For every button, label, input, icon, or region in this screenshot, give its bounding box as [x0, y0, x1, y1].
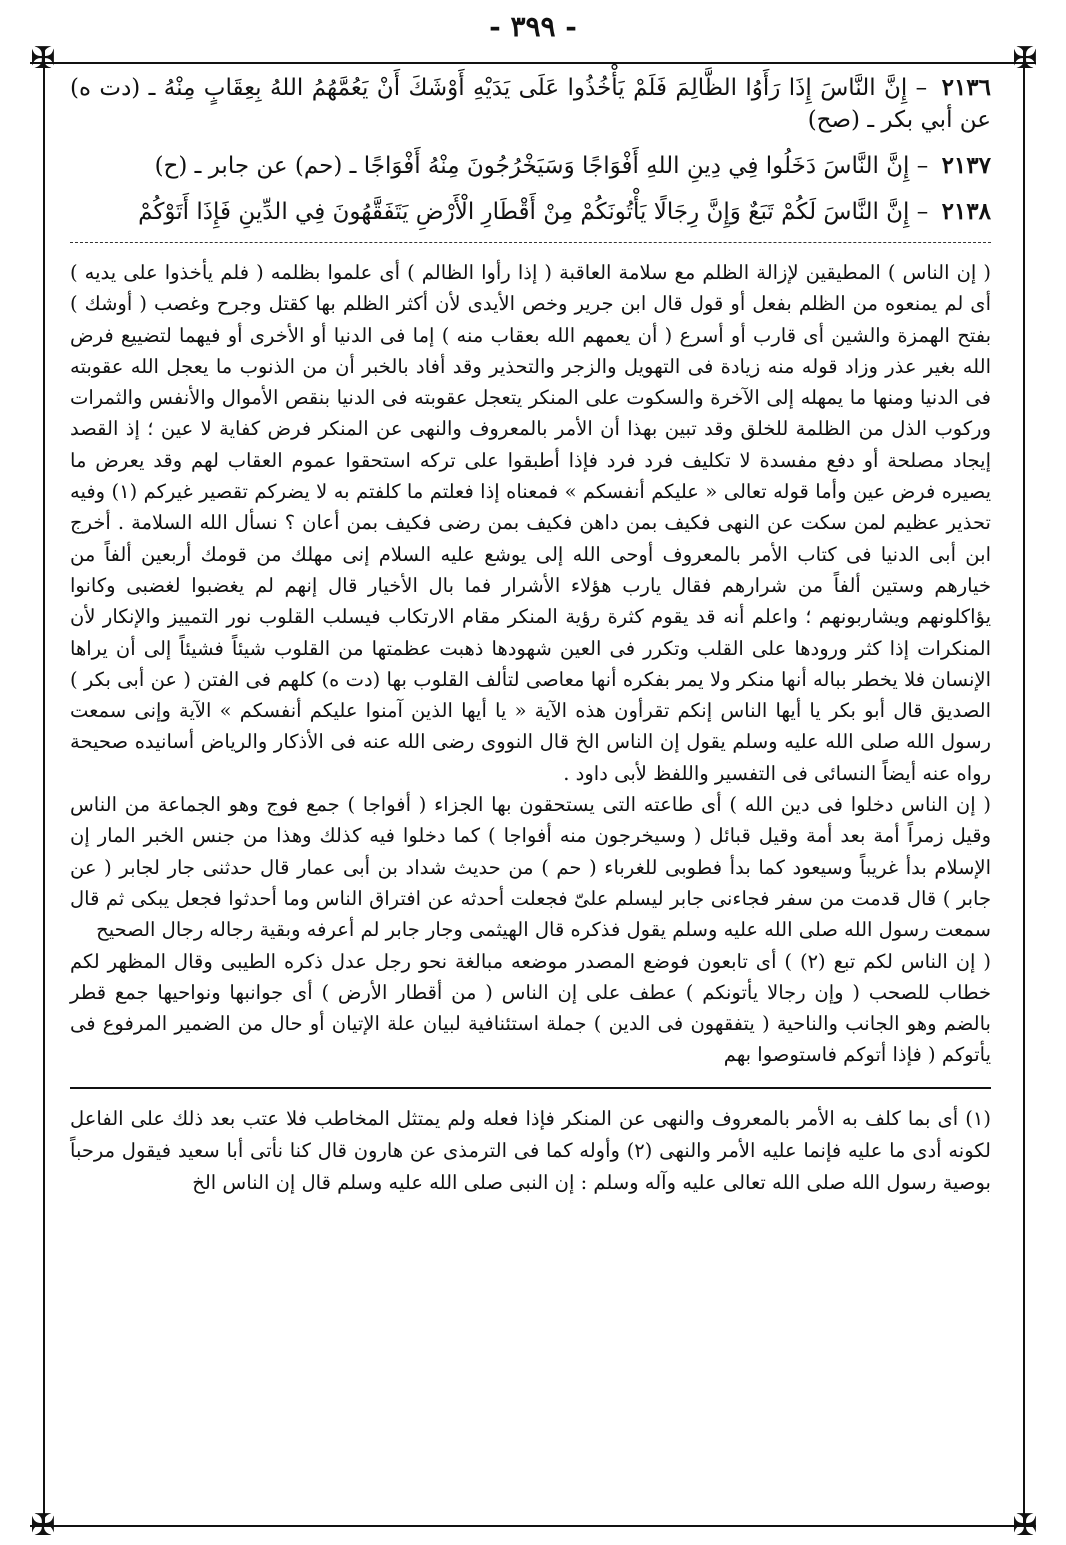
- commentary-paragraph: ( إن الناس دخلوا فى دين الله ) أى طاعته التى يستحقون بها الجزاء ( أفواجا ) جمع فوج وهو الجماعة من الناس وقيل زمراً أمة بعد أمة وقيل قبائل ( وسيخرجون منه أفواجا ) كما دخلوا فيه كذلك وهذا من جنس الخبر المار إن الإسلام بدأ غريباً وسيعود كما بدأ فطوبى للغرباء ( حم ) من حديث شداد بن أبى عمار قال حدثنى جار لجابر ( عن جابر ) قال قدمت من سفر فجاءنى جابر ليسلم علىّ فجعلت أحدثه عن افتراق الناس وما أحدثوا فجعل يبكى ثم قال سمعت رسول الله صلى الله عليه وسلم يقول فذكره قال الهيثمى وجار جابر لم أعرفه وبقية رجاله رجال الصحيح: [70, 793, 991, 942]
- page-content: [70, 72, 991, 1199]
- ornament-cross-icon: ✠: [1012, 41, 1038, 76]
- hadith-text: – إِنَّ النَّاسَ دَخَلُوا فِي دِينِ اللهِ أَفْوَاجًا وَسَيَخْرُجُونَ مِنْهُ أَفْوَاجًا ـ (حم) عن جابر ـ (ح): [154, 153, 929, 179]
- commentary-paragraph: ( إن الناس لكم تبع (٢) ) أى تابعون فوضع المصدر موضعه مبالغة نحو رجل عدل ذكره الطيبى وقال المظهر لكم خطاب للصحب ( وإن رجالا يأتونكم ) عطف على إن الناس ( من أقطار الأرض ) أى جوانبها ونواحيها جمع قطر بالضم وهو الجانب والناحية ( يتفقهون فى الدين ) جملة استئنافية لبيان علة الإتيان أو حال من الضمير المرفوع فى يأتوكم ( فإذا أتوكم فاستوصوا بهم: [70, 949, 992, 1067]
- frame-bottom-border: [30, 1525, 1036, 1527]
- footnote-text: (١) أى بما كلف به الأمر بالمعروف والنهى عن المنكر فإذا فعله ولم يمتثل المخاطب فلا عتب بعد ذلك على الفاعل لكونه أدى ما عليه فإنما عليه الأمر والنهى (٢) وأوله كما فى الترمذى عن هارون قال كنا نأتى أبا سعيد فيقول مرحباً بوصية رسول الله صلى الله تعالى عليه وآله وسلم : إن النبى صلى الله عليه وسلم قال إن الناس الخ: [70, 1106, 991, 1194]
- hadith-item: [70, 150, 991, 182]
- frame-left-border: [43, 48, 45, 1527]
- hadith-list: [70, 72, 991, 228]
- footnotes: [70, 1103, 991, 1199]
- commentary: [70, 257, 991, 1071]
- frame-top-border: [30, 62, 1036, 64]
- frame-right-border: [1023, 48, 1025, 1527]
- hadith-item: [70, 72, 991, 136]
- hadith-number: ٢١٣٦: [941, 74, 992, 101]
- page-number: - ٣٩٩ -: [489, 10, 577, 43]
- hadith-text: – إِنَّ النَّاسَ لَكُمْ تَبَعٌ وَإِنَّ رِجَالًا يَأْتُونَكُمْ مِنْ أَقْطَارِ الْأَرْضِ يَتَفَقَّهُونَ فِي الدِّينِ فَإِذَا أَتَوْكُمْ: [138, 199, 929, 225]
- hadith-item: [70, 196, 991, 228]
- hadith-number: ٢١٣٨: [941, 198, 991, 225]
- commentary-paragraph: ( إن الناس ) المطيقين لإزالة الظلم مع سلامة العاقبة ( إذا رأوا الظالم ) أى علموا بظلمه ( فلم يأخذوا على يديه ) أى لم يمنعوه من الظلم بفعل أو قول قال ابن جرير وخص الأيدى لأن أكثر الظلم بها كقتل وجرح وغصب ( أوشك ) بفتح الهمزة والشين أى قارب أو أسرع ( أن يعمهم الله بعقاب منه ) إما فى الدنيا أو الأخرى أو فيهما لتضييع فرض الله بغير عذر وزاد قوله منه زيادة فى التهويل والزجر والتحذير وقد أفاد بالخبر أن من الذنوب ما يعجل الله عقوبته فى الدنيا ومنها ما يمهله إلى الآخرة والسكوت على المنكر يتعجل عقوبته فى الدنيا بنقص الأموال والأنفس والثمرات وركوب الذل من الظلمة للخلق وقد تبين بهذا أن الأمر بالمعروف والنهى عن المنكر فرض كفاية لا عين ؛ إذ القصد إيجاد مصلحة أو دفع مفسدة لا تكليف فرد فرد فإذا أطبقوا على تركه استحقوا عموم العقاب لهم وقد يعرض ما يصيره فرض عين وأما قوله تعالى « عليكم أنفسكم » فمعناه إذا فعلتم ما كلفتم به لا يضركم تقصير غيركم (١) وفيه تحذير عظيم لمن سكت عن النهى فكيف بمن داهن فكيف بمن رضى فكيف بمن أعان ؟ نسأل الله السلامة . أخرج ابن أبى الدنيا فى كتاب الأمر بالمعروف أوحى الله إلى يوشع عليه السلام إنى مهلك من قومك أربعين ألفاً من خيارهم وستين ألفاً من شرارهم فقال يارب هؤلاء الأشرار فما بال الأخيار قال إنهم لم يغضبوا لغضبى وكانوا يؤاكلونهم ويشاربونهم ؛ واعلم أنه قد يقوم كثرة رؤية المنكر مقام الارتكاب فيسلب القلوب نور التمييز والإنكار لأن المنكرات إذا كثر ورودها على القلب وتكرر فى العين شهودها ذهبت عظمتها من القلوب شيئاً فشيئاً إلى أن يراها الإنسان فلا يخطر بباله أنها منكر ولا يمر بفكره أنها معاصى لتألف القلوب بها (دت ه) كلهم فى الفتن ( عن أبى بكر ) الصديق قال أبو بكر يا أيها الناس إنكم تقرأون هذه الآية « يا أيها الذين آمنوا عليكم أنفسكم » الآية وإنى سمعت رسول الله صلى الله عليه وسلم يقول إن الناس الخ قال النووى رضى الله عنه فى الأذكار والرياض أسانيده صحيحة رواه عنه أيضاً النسائى فى التفسير واللفظ لأبى داود .: [70, 261, 991, 785]
- hadith-number: ٢١٣٧: [941, 152, 991, 179]
- ornament-cross-icon: ✠: [30, 1508, 56, 1543]
- ornament-cross-icon: ✠: [30, 41, 56, 76]
- hadith-text: – إِنَّ النَّاسَ إِذَا رَأَوُا الظَّالِمَ فَلَمْ يَأْخُذُوا عَلَى يَدَيْهِ أَوْشَكَ أَنْ يَعُمَّهُمُ اللهُ بِعِقَابٍ مِنْهُ ـ (دت ه) عن أبي بكر ـ (صح): [70, 75, 991, 133]
- ornament-cross-icon: ✠: [1012, 1508, 1038, 1543]
- footnote-separator: [70, 1087, 991, 1089]
- section-divider: [70, 242, 991, 243]
